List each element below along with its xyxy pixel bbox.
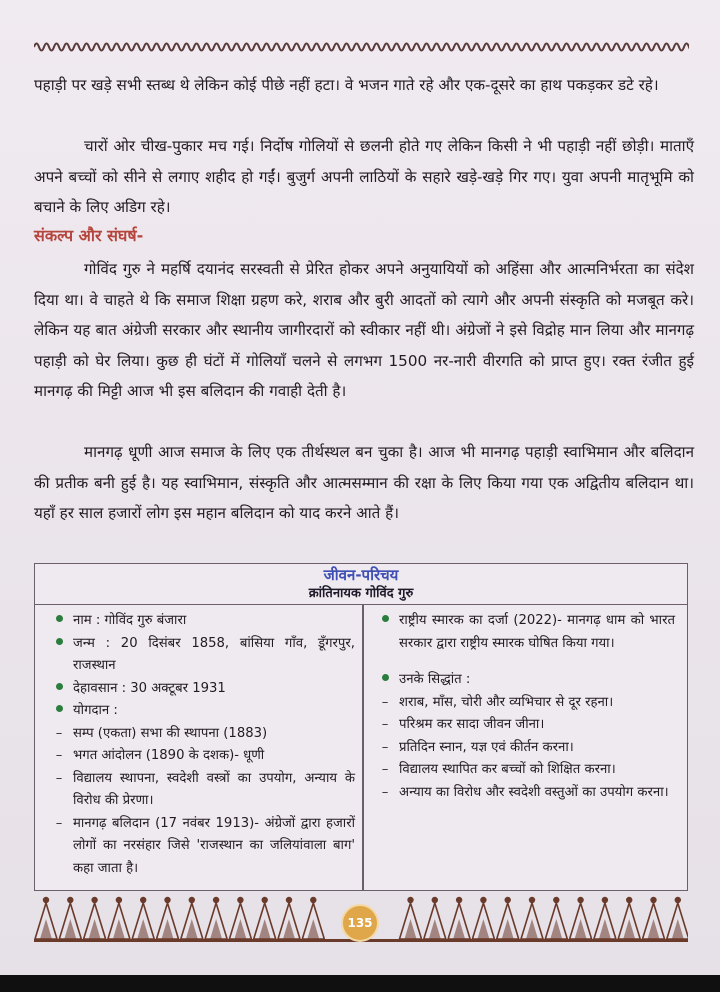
column-divider <box>362 604 364 891</box>
bullet-dash-icon <box>377 782 393 805</box>
paragraph-4: मानगढ़ धूणी आज समाज के लिए एक तीर्थस्थल बन चुका है। आज भी मानगढ़ पहाड़ी स्वाभिमान और बलिदान की प्रतीक बनी हुई है। यह स्वाभिमान, संस्कृति और आत्मसम्मान की रक्षा के लिए किया गया एक अद्वितीय बलिदान था। यहाँ हर साल हजारों लोग इस महान बलिदान को याद करने आते हैं। <box>34 443 694 522</box>
bullet-dot-icon <box>377 669 393 692</box>
list-item: राष्ट्रीय स्मारक का दर्जा (2022)- मानगढ़ धाम को भारत सरकार द्वारा राष्ट्रीय स्मारक घोषित किया गया। <box>375 610 675 655</box>
list-item: – प्रतिदिन स्नान, यज्ञ एवं कीर्तन करना। <box>375 737 675 760</box>
paragraph-2: चारों ओर चीख-पुकार मच गई। निर्दोष गोलियों से छलनी होते गए लेकिन किसी ने भी पहाड़ी नहीं छोड़ी। माताएँ अपने बच्चों को सीने से लगाए शहीद हो गईं। बुजुर्ग अपनी लाठियों के सहारे खड़े-खड़े गिर गए। युवा अपनी मातृभूमि को बचाने के लिए अडिग रहे। <box>34 137 694 216</box>
bullet-dot-icon <box>377 610 393 633</box>
bullet-dash-icon <box>51 745 67 768</box>
bullet-dot-icon <box>51 633 67 656</box>
list-item: देहावसान : 30 अक्टूबर 1931 <box>49 678 355 701</box>
box-subtitle: क्रांतिनायक गोविंद गुरु <box>308 586 414 601</box>
page-number-badge: 135 <box>341 904 379 942</box>
bullet-dot-icon <box>51 700 67 723</box>
bullet-dash-icon <box>377 692 393 715</box>
paragraph-3: गोविंद गुरु ने महर्षि दयानंद सरस्वती से प्रेरित होकर अपने अनुयायियों को अहिंसा और आत्मनिर्भरता का संदेश दिया था। वे चाहते थे कि समाज शिक्षा ग्रहण करे, शराब और बुरी आदतों को त्यागे और अपनी संस्कृति को मजबूत करे। लेकिन यह बात अंग्रेजी सरकार और स्थानीय जागीरदारों को स्वीकार नहीं थी। अंग्रेजों ने इसे विद्रोह मान लिया और मानगढ़ पहाड़ी को घेर लिया। कुछ ही घंटों में गोलियाँ चलने से लगभग 1500 नर-नारी वीरगति को प्राप्त हुए। रक्त रंजीत हुई मानगढ़ की मिट्टी आज भी इस बलिदान की गवाही देती है। <box>34 260 694 400</box>
bullet-dash-icon <box>377 714 393 737</box>
bullet-dash-icon <box>51 813 67 836</box>
bullet-dash-icon <box>51 768 67 791</box>
bullet-dash-icon <box>51 723 67 746</box>
top-decorative-border <box>34 38 689 56</box>
list-item: – मानगढ़ बलिदान (17 नवंबर 1913)- अंग्रेजों द्वारा हजारों लोगों का नरसंहार जिसे 'राजस्थान का जलियांवाला बाग' कहा जाता है। <box>49 813 355 881</box>
list-item: – शराब, माँस, चोरी और व्यभिचार से दूर रहना। <box>375 692 675 715</box>
bottom-black-bar <box>0 975 720 992</box>
list-item: – विद्यालय स्थापना, स्वदेशी वस्त्रों का उपयोग, अन्याय के विरोध की प्रेरणा। <box>49 768 355 813</box>
bullet-dot-icon <box>51 610 67 633</box>
list-item: जन्म : 20 दिसंबर 1858, बांसिया गाँव, डूँगरपुर, राजस्थान <box>49 633 355 678</box>
biography-left-column <box>49 610 355 880</box>
list-item: – सम्प (एकता) सभा की स्थापना (1883) <box>49 723 355 746</box>
bullet-dot-icon <box>51 678 67 701</box>
list-item: – विद्यालय स्थापित कर बच्चों को शिक्षित करना। <box>375 759 675 782</box>
list-item: उनके सिद्धांत : <box>375 669 675 692</box>
box-title: जीवन-परिचय <box>323 566 399 584</box>
bullet-dash-icon <box>377 737 393 760</box>
section-heading: संकल्प और संघर्ष- <box>34 226 144 245</box>
list-item: योगदान : <box>49 700 355 723</box>
list-item: – परिश्रम कर सादा जीवन जीना। <box>375 714 675 737</box>
list-item: – अन्याय का विरोध और स्वदेशी वस्तुओं का उपयोग करना। <box>375 782 675 805</box>
paragraph-1: पहाड़ी पर खड़े सभी स्तब्ध थे लेकिन कोई पीछे नहीं हटा। वे भजन गाते रहे और एक-दूसरे का हाथ पकड़कर डटे रहे। <box>34 76 659 94</box>
biography-box-header <box>35 564 687 605</box>
bullet-dash-icon <box>377 759 393 782</box>
biography-right-column <box>375 610 675 804</box>
biography-box <box>34 563 688 891</box>
list-item: नाम : गोविंद गुरु बंजारा <box>49 610 355 633</box>
list-item: – भगत आंदोलन (1890 के दशक)- धूणी <box>49 745 355 768</box>
